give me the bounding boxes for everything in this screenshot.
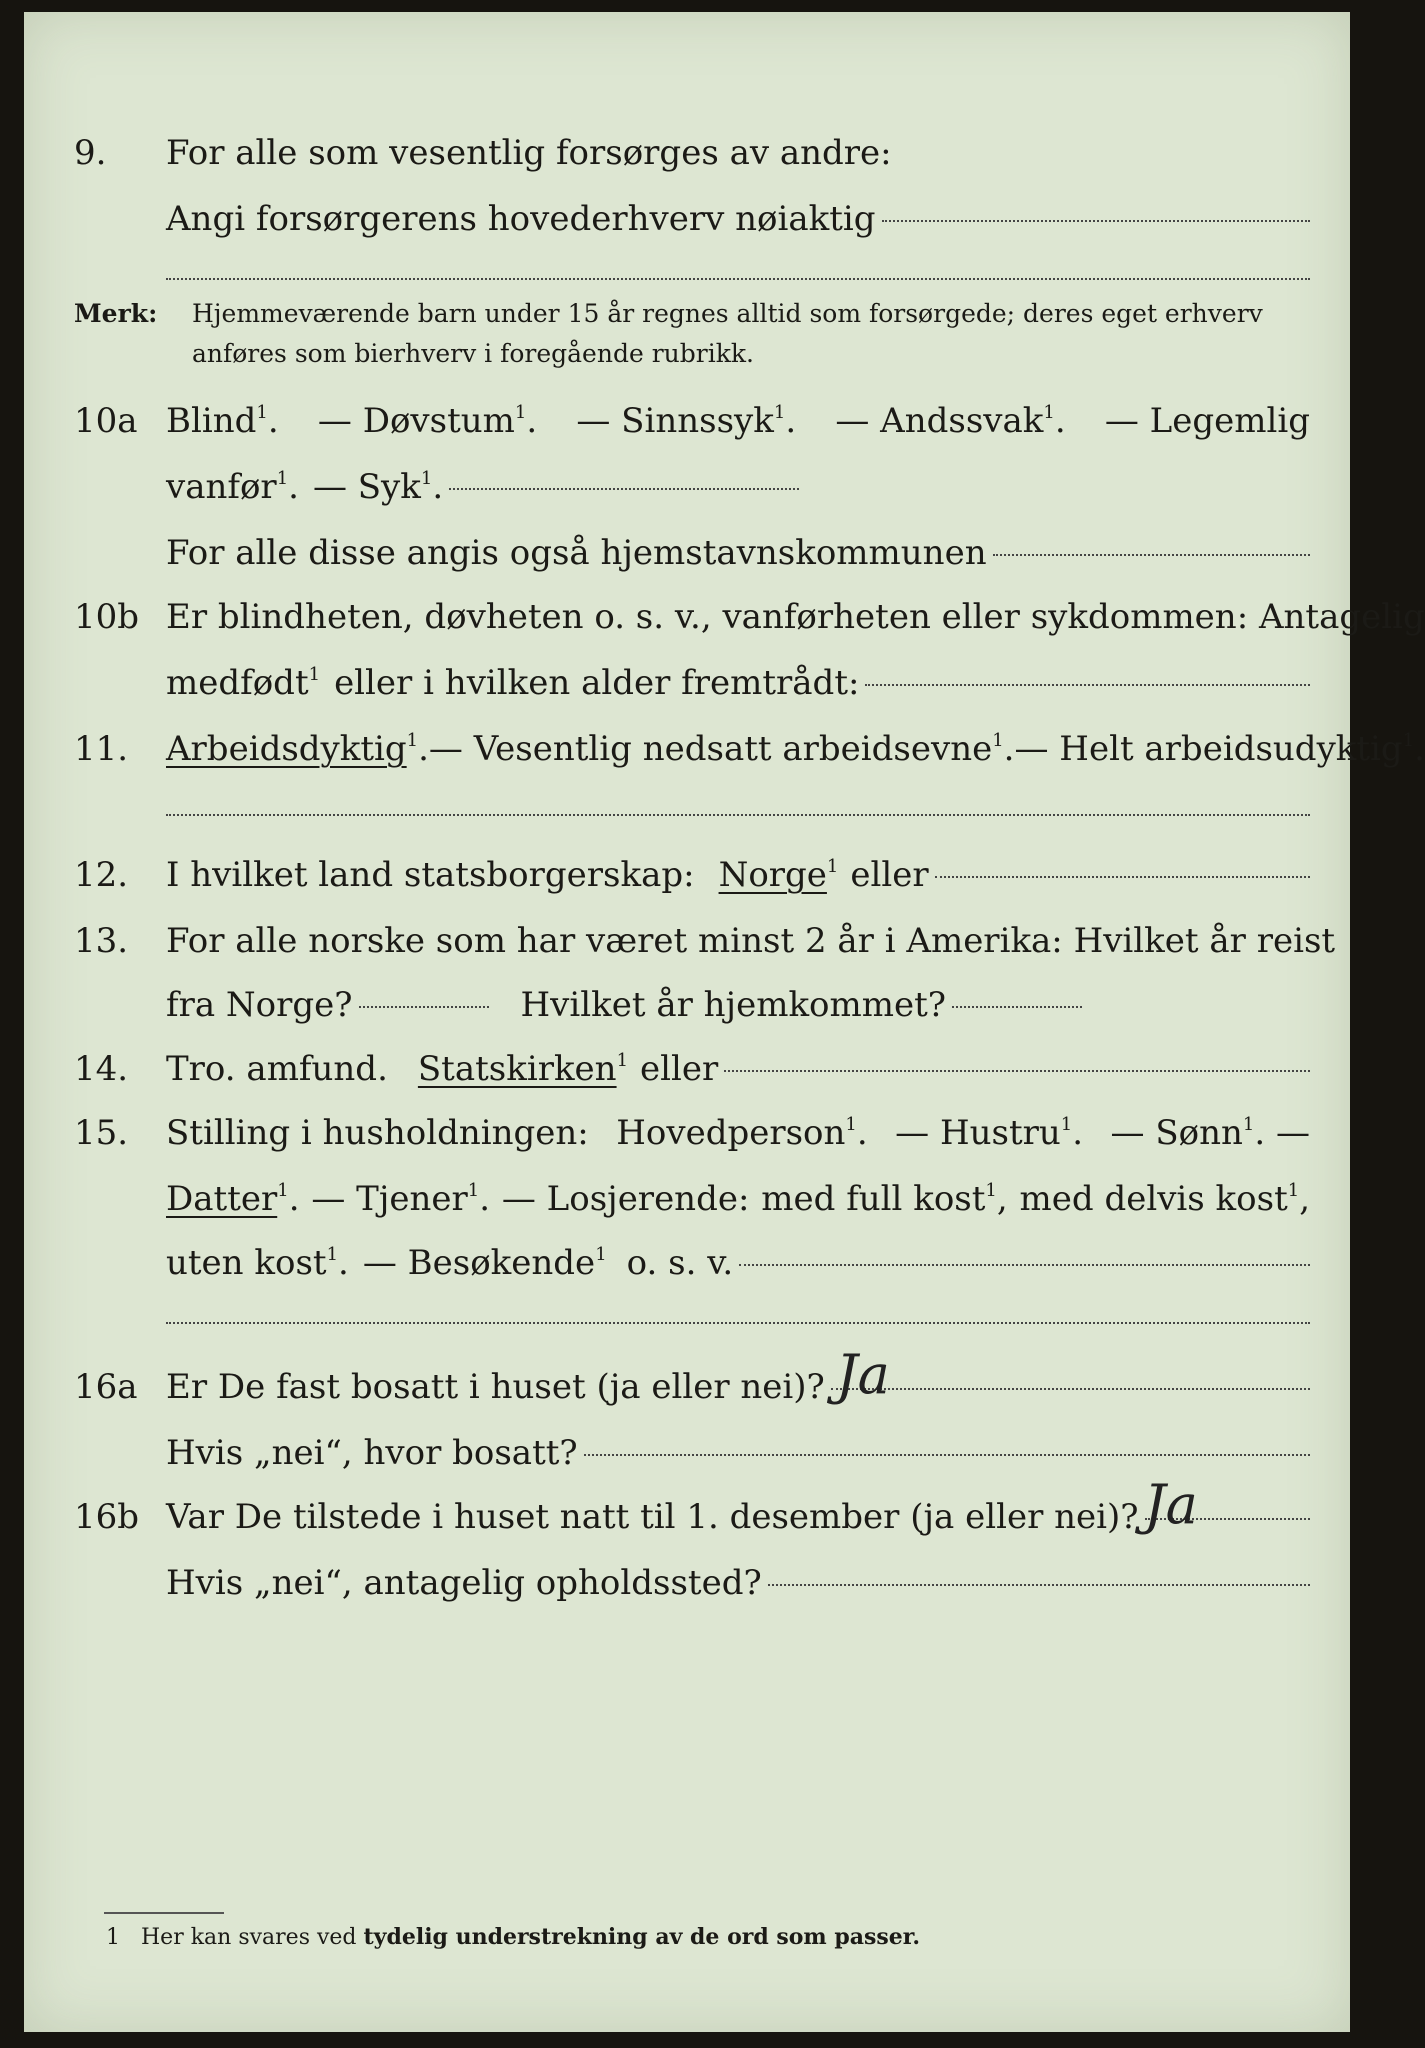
- q15-row-3: [24, 1232, 1350, 1294]
- q15-delviskost: med delvis kost$^1$,: [1019, 1179, 1310, 1219]
- footnote-ref: 1: [1060, 1114, 1073, 1135]
- q15-uten: uten kost$^1$.: [166, 1243, 349, 1283]
- q12-eller: eller: [850, 855, 929, 895]
- q15-stilling: Stilling i husholdningen:: [166, 1113, 589, 1153]
- q10a-andssvak: — Andssvak$^1$.: [835, 401, 1066, 441]
- q11-arbeidsdyktig: Arbeidsdyktig$^1$.: [166, 729, 429, 769]
- q11-arbeidsdyktig-label: Arbeidsdyktig: [166, 729, 407, 769]
- footnote-ref: 1: [308, 664, 321, 685]
- q15-besokende: [363, 1232, 607, 1294]
- q11-helt-label: — Helt arbeidsudyktig: [1014, 729, 1403, 769]
- footnote-ref: 1: [420, 468, 433, 489]
- footnote-ref: 1: [616, 1050, 629, 1071]
- q15-delviskost-label: med delvis kost: [1019, 1179, 1288, 1219]
- footnote-ref: 1: [256, 402, 268, 423]
- q13-text-1: For alle norske som har været minst 2 år i Amerika: Hvilket år reist: [166, 921, 1336, 961]
- q16b-row-2: [24, 1552, 1350, 1614]
- q15-datter: Datter$^1$.: [166, 1179, 300, 1219]
- q15-row-1: [24, 1102, 1350, 1164]
- q10a-legemlig: — Legemlig: [1104, 401, 1310, 441]
- q14-answer-line[interactable]: [724, 1070, 1310, 1072]
- footnote-mark: 1: [106, 1925, 120, 1950]
- merk-note: [192, 294, 1310, 374]
- q15-answer-line-2[interactable]: [166, 1322, 1310, 1324]
- q10a-row-1: [24, 390, 1350, 452]
- q14-row: [24, 1038, 1350, 1100]
- q12-text: I hvilket land statsborgerskap:: [166, 855, 695, 895]
- q12-norge: [719, 844, 839, 906]
- footnote-ref: 1: [276, 468, 289, 489]
- q15-sonn-label: — Sønn: [1110, 1113, 1243, 1153]
- q10b-medfodt-label: medfødt: [166, 663, 309, 703]
- footnote-text-a: Her kan svares ved: [141, 1925, 357, 1950]
- q11-vesentlig-label: — Vesentlig nedsatt arbeidsevne: [428, 729, 993, 769]
- q13-reist-answer-line[interactable]: [359, 1006, 489, 1008]
- q10a-vanfor: vanfør$^1$.: [166, 467, 299, 507]
- q15-answer-line[interactable]: [739, 1264, 1310, 1266]
- footnote-ref: 1: [406, 730, 419, 751]
- q16a-text-1: Er De fast bosatt i huset (ja eller nei)?: [166, 1367, 825, 1407]
- q15-losjerende: — Losjerende:: [501, 1179, 750, 1219]
- q10a-hjemstavn-text: For alle disse angis også hjemstavnskommunen: [166, 533, 987, 573]
- q15-number: 15.: [74, 1113, 129, 1153]
- footnote-divider: [104, 1912, 224, 1914]
- q12-number: 12.: [74, 855, 129, 895]
- q10b-number: 10b: [74, 597, 140, 637]
- merk-label: Merk:: [74, 299, 158, 328]
- q9-row-2: [24, 188, 1350, 250]
- footnote-ref: 1: [1043, 402, 1055, 423]
- q9-text-1: For alle som vesentlig forsørges av andre:: [166, 133, 892, 173]
- q15-row-2: [24, 1168, 1350, 1230]
- q16a-row-1: [24, 1356, 1350, 1418]
- q15-datter-label: Datter: [166, 1179, 278, 1219]
- q15-hovedperson-label: Hovedperson: [616, 1113, 846, 1153]
- q14-eller: eller: [640, 1049, 719, 1089]
- q11-row: [24, 718, 1425, 780]
- q10b-text-1: Er blindheten, døvheten o. s. v., vanførheten eller sykdommen: Antagelig: [166, 597, 1425, 637]
- q14-text: Tro. amfund.: [166, 1049, 388, 1089]
- footnote-ref: 1: [595, 1244, 607, 1265]
- q10a-row-3: [24, 522, 1350, 584]
- q14-statskirken: [418, 1038, 628, 1100]
- q16b-text-1: Var De tilstede i huset natt til 1. desember (ja eller nei)?: [166, 1497, 1139, 1537]
- q10a-andssvak-label: — Andssvak: [835, 401, 1044, 441]
- q10a-blind-label: Blind: [166, 401, 257, 441]
- q10b-row-2: [24, 652, 1350, 714]
- merk-text-2: anføres som bierhverv i foregående rubrikk.: [192, 339, 754, 368]
- footnote-ref: 1: [985, 1180, 997, 1201]
- q15-besokende-label: — Besøkende: [362, 1243, 596, 1283]
- q11-helt: — Helt arbeidsudyktig$^1$.: [1014, 729, 1425, 769]
- footnote-ref: 1: [277, 1180, 289, 1201]
- footnote-ref: 1: [467, 1180, 480, 1201]
- q13-row-1: [24, 910, 1350, 972]
- q10a-dovstum: — Døvstum$^1$.: [317, 401, 538, 441]
- q10a-syk-answer-line[interactable]: [449, 488, 799, 490]
- q10b-medfodt: [166, 652, 320, 714]
- q16b-handwritten-answer: Ja: [1144, 1473, 1198, 1536]
- footnote-ref: 1: [1287, 1180, 1300, 1201]
- q16a-number: 16a: [74, 1367, 138, 1407]
- q15-hustru: — Hustru$^1$.: [895, 1113, 1084, 1153]
- footnote-ref: 1: [826, 856, 839, 877]
- q15-osv: o. s. v.: [626, 1243, 734, 1283]
- q13-row-2: [24, 974, 1350, 1036]
- q15-tjener-label: — Tjener: [311, 1179, 468, 1219]
- q15-dash: . —: [1254, 1113, 1310, 1153]
- q12-row: [24, 844, 1350, 906]
- footnote-ref: 1: [514, 402, 527, 423]
- q15-hustru-label: — Hustru: [895, 1113, 1061, 1153]
- q9-answer-line-2[interactable]: [166, 278, 1310, 280]
- q16a-answer-line[interactable]: [831, 1388, 1310, 1390]
- q10a-sinnssyk: — Sinnssyk$^1$.: [576, 401, 797, 441]
- q10a-blind: Blind$^1$.: [166, 401, 279, 441]
- footnote-ref: 1: [326, 1244, 339, 1265]
- q9-row-1: [24, 122, 1350, 184]
- q14-statskirken-label: Statskirken: [417, 1049, 617, 1089]
- q14-number: 14.: [74, 1049, 129, 1089]
- q10a-row-2: [24, 456, 1350, 518]
- q12-norge-label: Norge: [718, 855, 827, 895]
- q11-answer-line[interactable]: [166, 814, 1310, 816]
- q9-text-2: Angi forsørgerens hovederhverv nøiaktig: [166, 199, 876, 239]
- footnote-ref: 1: [992, 730, 1004, 751]
- q13-hjemkommet: Hvilket år hjemkommet?: [520, 985, 947, 1025]
- footnote-ref: 1: [845, 1114, 857, 1135]
- q13-number: 13.: [74, 921, 129, 961]
- q16b-opholdssted-answer-line[interactable]: [768, 1584, 1310, 1586]
- q10a-syk: — Syk$^1$.: [312, 467, 444, 507]
- q10a-syk-label: — Syk: [312, 467, 421, 507]
- q10b-answer-line[interactable]: [865, 684, 1310, 686]
- footnote: [106, 1922, 920, 1953]
- q10a-sinnssyk-label: — Sinnssyk: [576, 401, 774, 441]
- q13-hjemkommet-answer-line[interactable]: [952, 1006, 1082, 1008]
- footnote-ref: 1: [1402, 730, 1415, 751]
- q16b-number: 16b: [74, 1497, 140, 1537]
- q16a-handwritten-answer: Ja: [836, 1343, 890, 1406]
- q15-fullkost: med full kost$^1$,: [761, 1179, 1008, 1219]
- q10a-vanfor-label: vanfør: [166, 467, 277, 507]
- q10a-number: 10a: [74, 401, 138, 441]
- q9-number: 9.: [74, 133, 107, 173]
- q10b-row-1: [24, 586, 1425, 648]
- q10a-hjemstavn-answer-line[interactable]: [993, 554, 1310, 556]
- q13-fra-norge: fra Norge?: [166, 985, 353, 1025]
- footnote-ref: 1: [1242, 1114, 1255, 1135]
- q15-tjener: — Tjener$^1$.: [311, 1179, 491, 1219]
- merk-text-1: Hjemmeværende barn under 15 år regnes alltid som forsørgede; deres eget erhverv: [192, 299, 1263, 328]
- q10b-text-2: eller i hvilken alder fremtrådt:: [334, 663, 860, 703]
- q11-vesentlig: — Vesentlig nedsatt arbeidsevne$^1$.: [428, 729, 1015, 769]
- census-form-page: [24, 12, 1425, 2032]
- q15-fullkost-label: med full kost: [761, 1179, 986, 1219]
- q11-number: 11.: [74, 729, 129, 769]
- q15-hovedperson: Hovedperson$^1$.: [616, 1113, 868, 1153]
- q16b-text-2: Hvis „nei“, antagelig opholdssted?: [166, 1563, 762, 1603]
- footnote-text-b: tydelig understrekning av de ord som passer.: [363, 1924, 921, 1950]
- q15-sonn: [1111, 1102, 1310, 1164]
- q12-answer-line[interactable]: [935, 876, 1310, 878]
- q10a-dovstum-label: — Døvstum: [317, 401, 515, 441]
- q15-uten-label: uten kost: [166, 1243, 327, 1283]
- q9-answer-line[interactable]: [882, 220, 1310, 222]
- q16a-bosatt-answer-line[interactable]: [584, 1454, 1310, 1456]
- footnote-ref: 1: [773, 402, 786, 423]
- q16a-text-2: Hvis „nei“, hvor bosatt?: [166, 1433, 578, 1473]
